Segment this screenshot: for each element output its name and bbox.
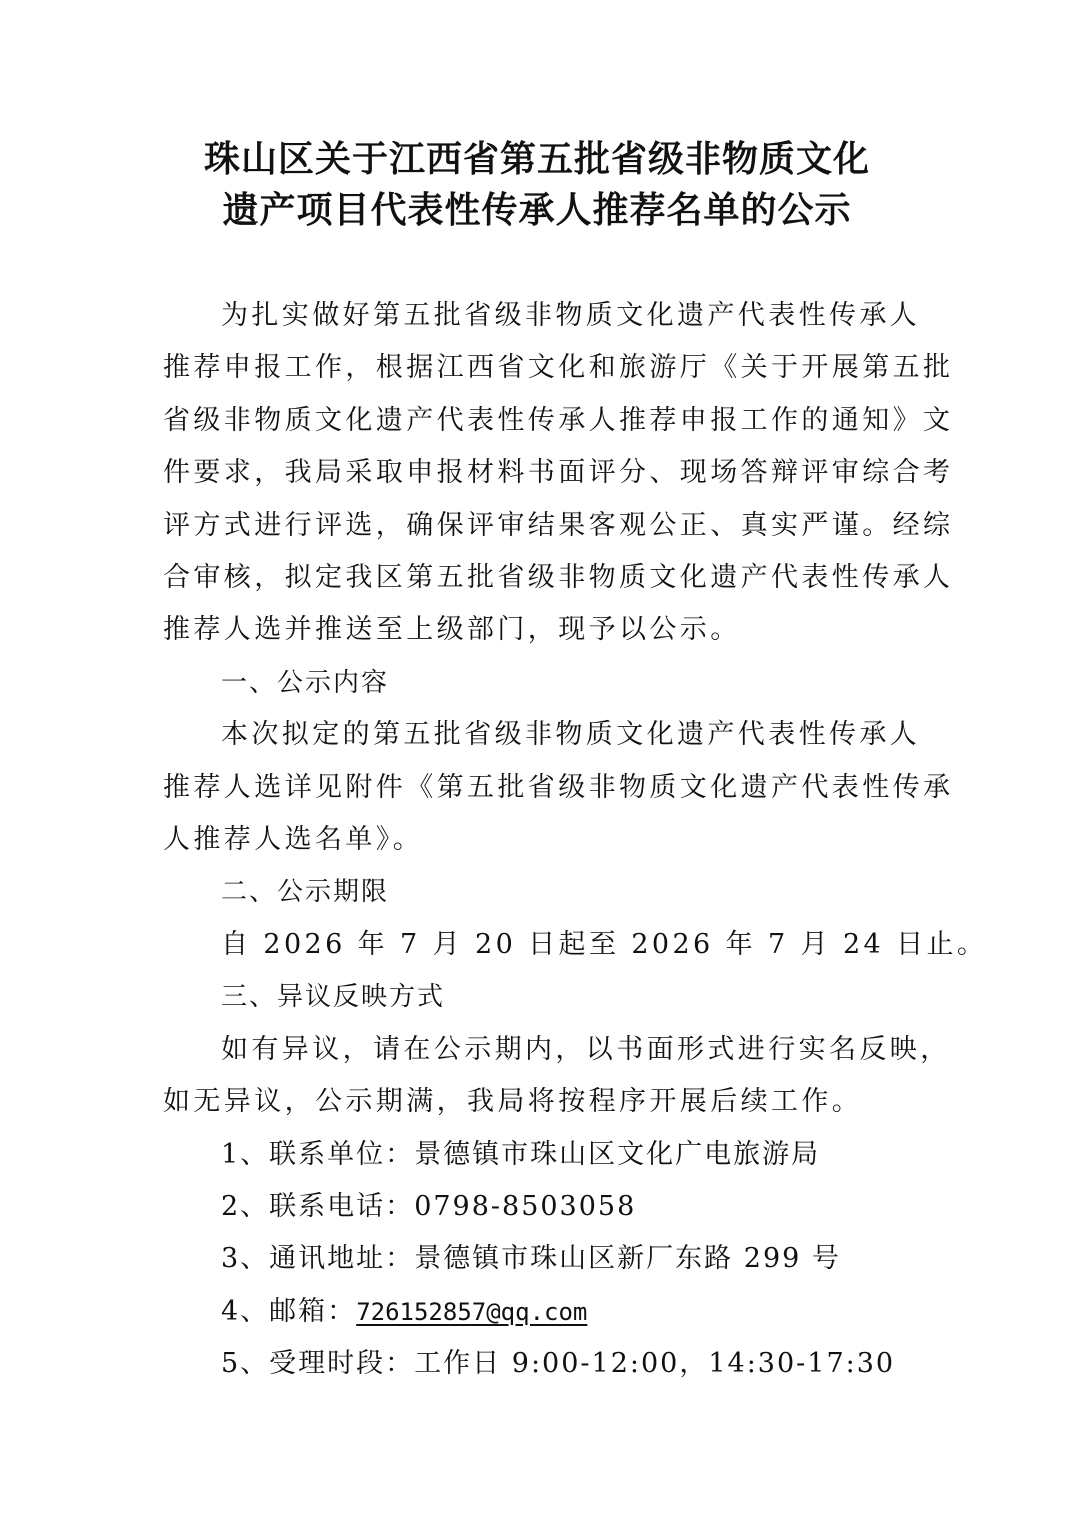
contact-unit (163, 1129, 913, 1181)
contact-phone-label: 2、联系电话： (221, 1190, 415, 1222)
contact-email (163, 1286, 913, 1338)
section-3-heading: 三、异议反映方式 (221, 982, 446, 1013)
intro-line: 推荐人选并推送至上级部门，现予以公示。 (163, 614, 741, 646)
contact-unit-label: 1、联系单位： (221, 1138, 415, 1170)
section-2 (163, 866, 988, 971)
intro-paragraph (163, 290, 954, 657)
contact-email-label: 4、邮箱： (221, 1295, 357, 1327)
contact-hours (163, 1338, 913, 1390)
section-3-line: 如有异议，请在公示期内，以书面形式进行实名反映， (221, 1033, 951, 1065)
contact-address-label: 3、通讯地址： (221, 1243, 415, 1275)
section-1 (163, 657, 954, 867)
contact-phone-value: 0798-8503058 (414, 1190, 637, 1222)
document-body (163, 290, 988, 1391)
contact-address-value: 景德镇市珠山区新厂东路 299 号 (414, 1243, 841, 1275)
document-title (150, 134, 924, 236)
intro-line: 合审核，拟定我区第五批省级非物质文化遗产代表性传承人 (163, 562, 954, 594)
intro-line: 件要求，我局采取申报材料书面评分、现场答辩评审综合考 (163, 457, 954, 489)
section-2-line: 自 2026 年 7 月 20 日起至 2026 年 7 月 24 日止。 (221, 928, 988, 960)
section-1-line: 人推荐人选名单》。 (163, 824, 424, 856)
contact-list (163, 1129, 913, 1391)
intro-line: 省级非物质文化遗产代表性传承人推荐申报工作的通知》文 (163, 404, 954, 436)
section-3 (163, 971, 951, 1128)
title-line-2: 遗产项目代表性传承人推荐名单的公示 (222, 190, 852, 231)
contact-hours-value: 工作日 9:00-12:00，14:30-17:30 (414, 1348, 896, 1380)
section-2-heading: 二、公示期限 (221, 877, 390, 908)
contact-address (163, 1233, 913, 1285)
section-3-line: 如无异议，公示期满，我局将按程序开展后续工作。 (163, 1086, 863, 1118)
section-1-heading: 一、公示内容 (221, 667, 390, 698)
title-line-1: 珠山区关于江西省第五批省级非物质文化 (203, 139, 870, 180)
intro-line: 评方式进行评选，确保评审结果客观公正、真实严谨。经综 (163, 509, 954, 541)
email-link[interactable]: 726152857@qq.com (356, 1297, 588, 1326)
contact-hours-label: 5、受理时段： (221, 1348, 415, 1380)
contact-unit-value: 景德镇市珠山区文化广电旅游局 (414, 1138, 821, 1170)
section-1-line: 本次拟定的第五批省级非物质文化遗产代表性传承人 (221, 719, 921, 751)
intro-line: 推荐申报工作，根据江西省文化和旅游厅《关于开展第五批 (163, 352, 954, 384)
contact-phone (163, 1181, 913, 1233)
intro-line: 为扎实做好第五批省级非物质文化遗产代表性传承人 (221, 300, 921, 331)
section-1-line: 推荐人选详见附件《第五批省级非物质文化遗产代表性传承 (163, 771, 954, 803)
